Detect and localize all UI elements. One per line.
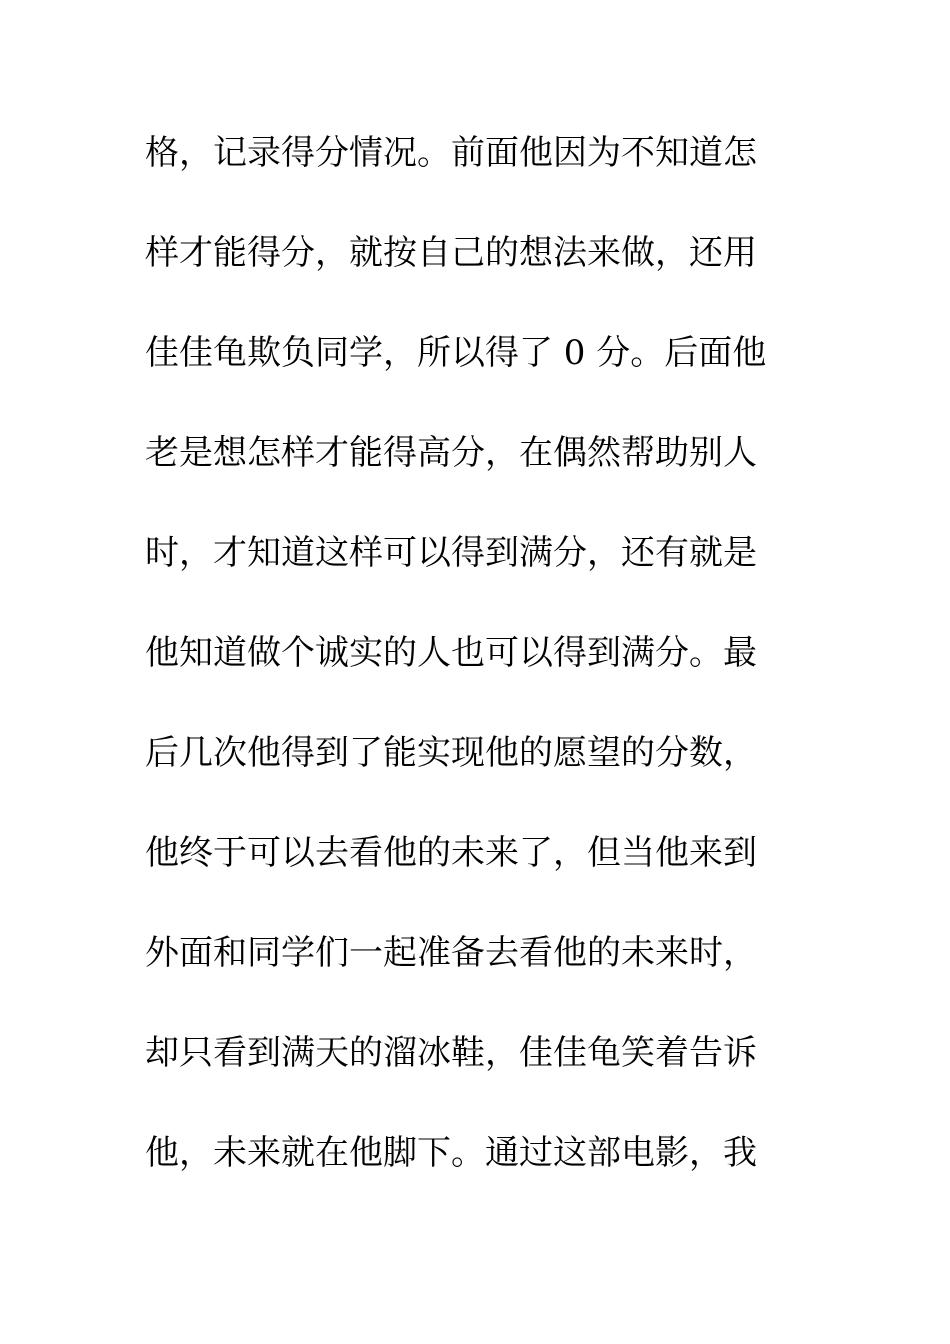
text-line-11: 他，未来就在他脚下。通过这部电影，我	[145, 1133, 757, 1173]
text-line-6: 他知道做个诚实的人也可以得到满分。最	[145, 633, 757, 673]
text-line-7: 后几次他得到了能实现他的愿望的分数，	[145, 733, 757, 773]
text-line-4: 老是想怎样才能得高分，在偶然帮助别人	[145, 433, 757, 473]
text-line-5: 时，才知道这样可以得到满分，还有就是	[145, 533, 757, 573]
text-line-2: 样才能得分，就按自己的想法来做，还用	[145, 233, 757, 273]
text-line-9: 外面和同学们一起准备去看他的未来时，	[145, 933, 757, 973]
text-line-3: 佳佳龟欺负同学，所以得了 0 分。后面他	[145, 333, 767, 373]
text-line-10: 却只看到满天的溜冰鞋，佳佳龟笑着告诉	[145, 1033, 757, 1073]
text-line-8: 他终于可以去看他的未来了，但当他来到	[145, 833, 757, 873]
text-line-1: 格，记录得分情况。前面他因为不知道怎	[145, 133, 757, 173]
